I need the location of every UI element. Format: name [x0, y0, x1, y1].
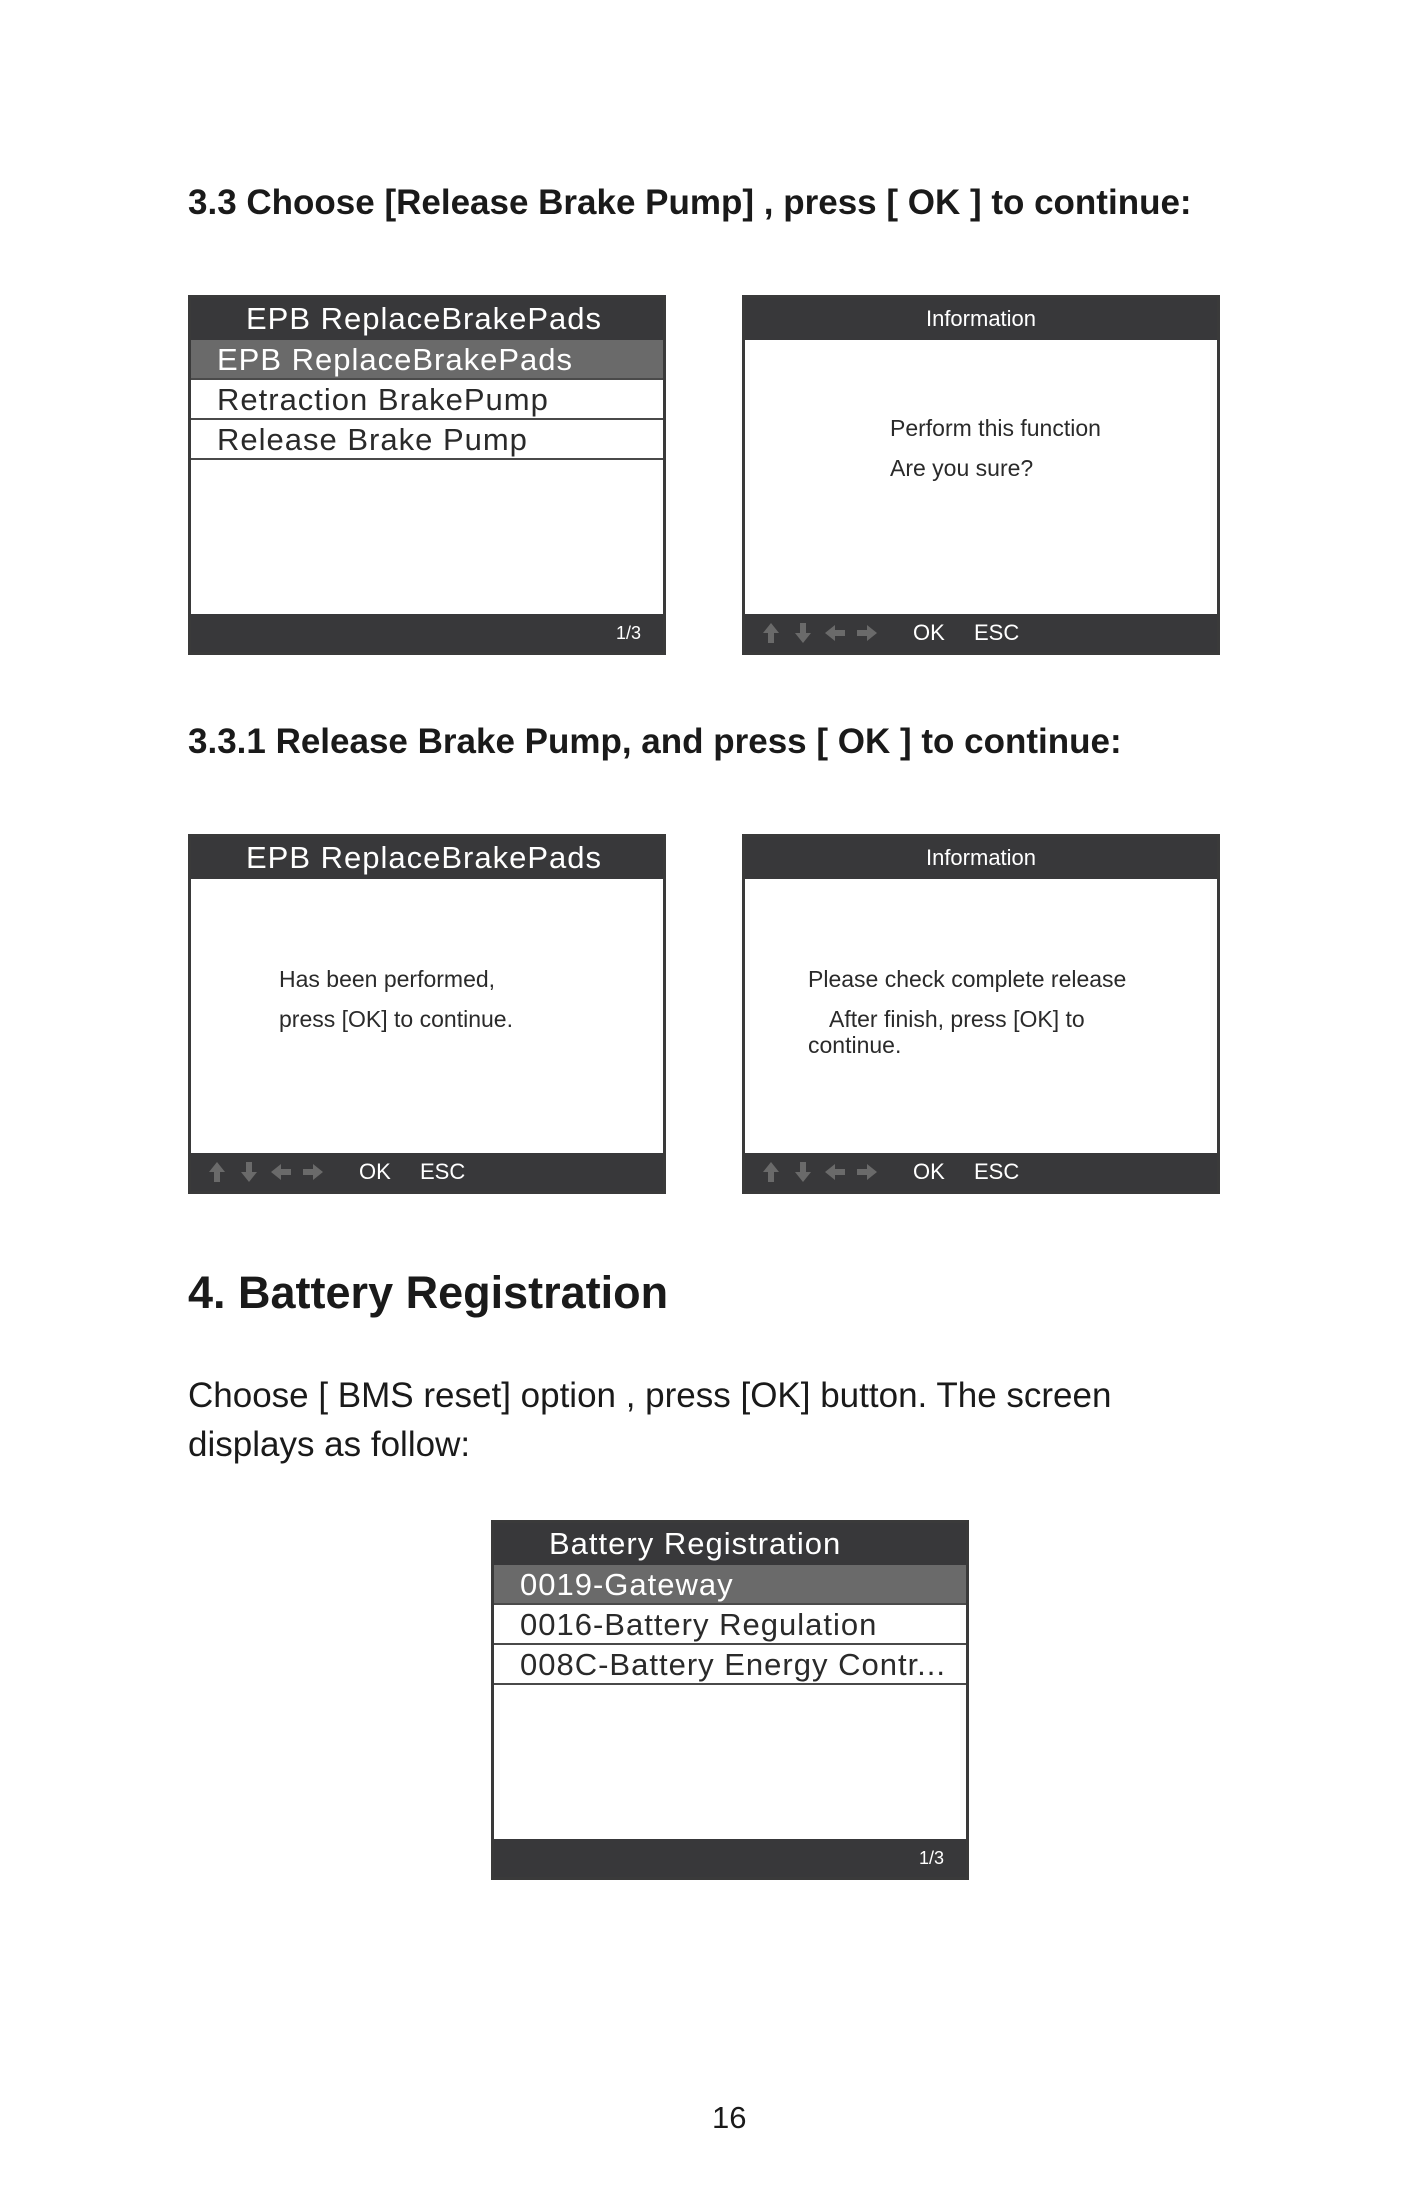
page-number: 16 [712, 2100, 747, 2135]
info-line-3: continue. [808, 1032, 902, 1058]
esc-button[interactable]: ESC [420, 1159, 466, 1184]
result-line-1: Has been performed, [279, 966, 496, 992]
arrow-right-icon[interactable] [855, 620, 879, 646]
screen-titlebar [494, 1523, 966, 1565]
screen-titlebar [191, 837, 663, 879]
arrow-left-icon[interactable] [823, 620, 847, 646]
ok-button[interactable]: OK [913, 1159, 945, 1184]
section-4-heading: 4. Battery Registration [188, 1267, 669, 1318]
screen-footer [494, 1839, 966, 1877]
arrow-right-icon[interactable] [855, 1159, 879, 1185]
screen-title: Battery Registration [549, 1526, 842, 1561]
info-line-2: After finish, press [OK] to [829, 1006, 1085, 1032]
menu-item-battery-regulation[interactable]: 0016-Battery Regulation [494, 1605, 966, 1645]
arrow-left-icon[interactable] [823, 1159, 847, 1185]
info-release-screen [742, 834, 1220, 1194]
section-4-paragraph: Choose [ BMS reset] option , press [OK] button. The screen displays as follow: [188, 1376, 1112, 1464]
arrow-up-icon[interactable] [205, 1159, 229, 1185]
info-line-1: Perform this function [890, 415, 1101, 441]
screen-footer [745, 614, 1217, 652]
esc-button[interactable]: ESC [974, 620, 1020, 645]
arrow-up-icon[interactable] [759, 1159, 783, 1185]
screen-titlebar [191, 298, 663, 340]
menu-item-epb-replace[interactable]: EPB ReplaceBrakePads [191, 340, 663, 380]
epb-menu-screen [188, 295, 666, 655]
ok-button[interactable]: OK [913, 620, 945, 645]
section-3-3-1-heading: 3.3.1 Release Brake Pump, and press [ OK ] to continue: [188, 722, 1122, 761]
arrow-down-icon[interactable] [237, 1159, 261, 1185]
arrow-down-icon[interactable] [791, 1159, 815, 1185]
screen-titlebar [745, 837, 1217, 879]
menu-item-gateway[interactable]: 0019-Gateway [494, 1565, 966, 1605]
result-line-2: press [OK] to continue. [279, 1006, 513, 1032]
screen-titlebar [745, 298, 1217, 340]
arrow-left-icon[interactable] [269, 1159, 293, 1185]
screen-footer [191, 1153, 663, 1191]
arrow-right-icon[interactable] [301, 1159, 325, 1185]
menu-item-retraction[interactable]: Retraction BrakePump [191, 380, 663, 420]
section-3-3-heading: 3.3 Choose [Release Brake Pump] , press [ OK ] to continue: [188, 183, 1192, 222]
epb-result-screen [188, 834, 666, 1194]
page-indicator: 1/3 [615, 623, 641, 643]
info-line-1: Please check complete release [808, 966, 1127, 992]
info-confirm-screen [742, 295, 1220, 655]
battery-registration-screen [491, 1520, 969, 1880]
screen-title: Information [925, 845, 1037, 870]
screen-title: EPB ReplaceBrakePads [246, 301, 603, 336]
arrow-up-icon[interactable] [759, 620, 783, 646]
screen-footer [745, 1153, 1217, 1191]
info-line-2: Are you sure? [890, 455, 1034, 481]
screen-title: EPB ReplaceBrakePads [246, 840, 603, 875]
screen-footer [191, 614, 663, 652]
ok-button[interactable]: OK [359, 1159, 391, 1184]
menu-item-release-brake-pump[interactable]: Release Brake Pump [191, 420, 663, 460]
arrow-down-icon[interactable] [791, 620, 815, 646]
menu-item-battery-energy[interactable]: 008C-Battery Energy Contr... [494, 1645, 966, 1685]
page-indicator: 1/3 [918, 1848, 944, 1868]
esc-button[interactable]: ESC [974, 1159, 1020, 1184]
screen-title: Information [925, 306, 1037, 331]
